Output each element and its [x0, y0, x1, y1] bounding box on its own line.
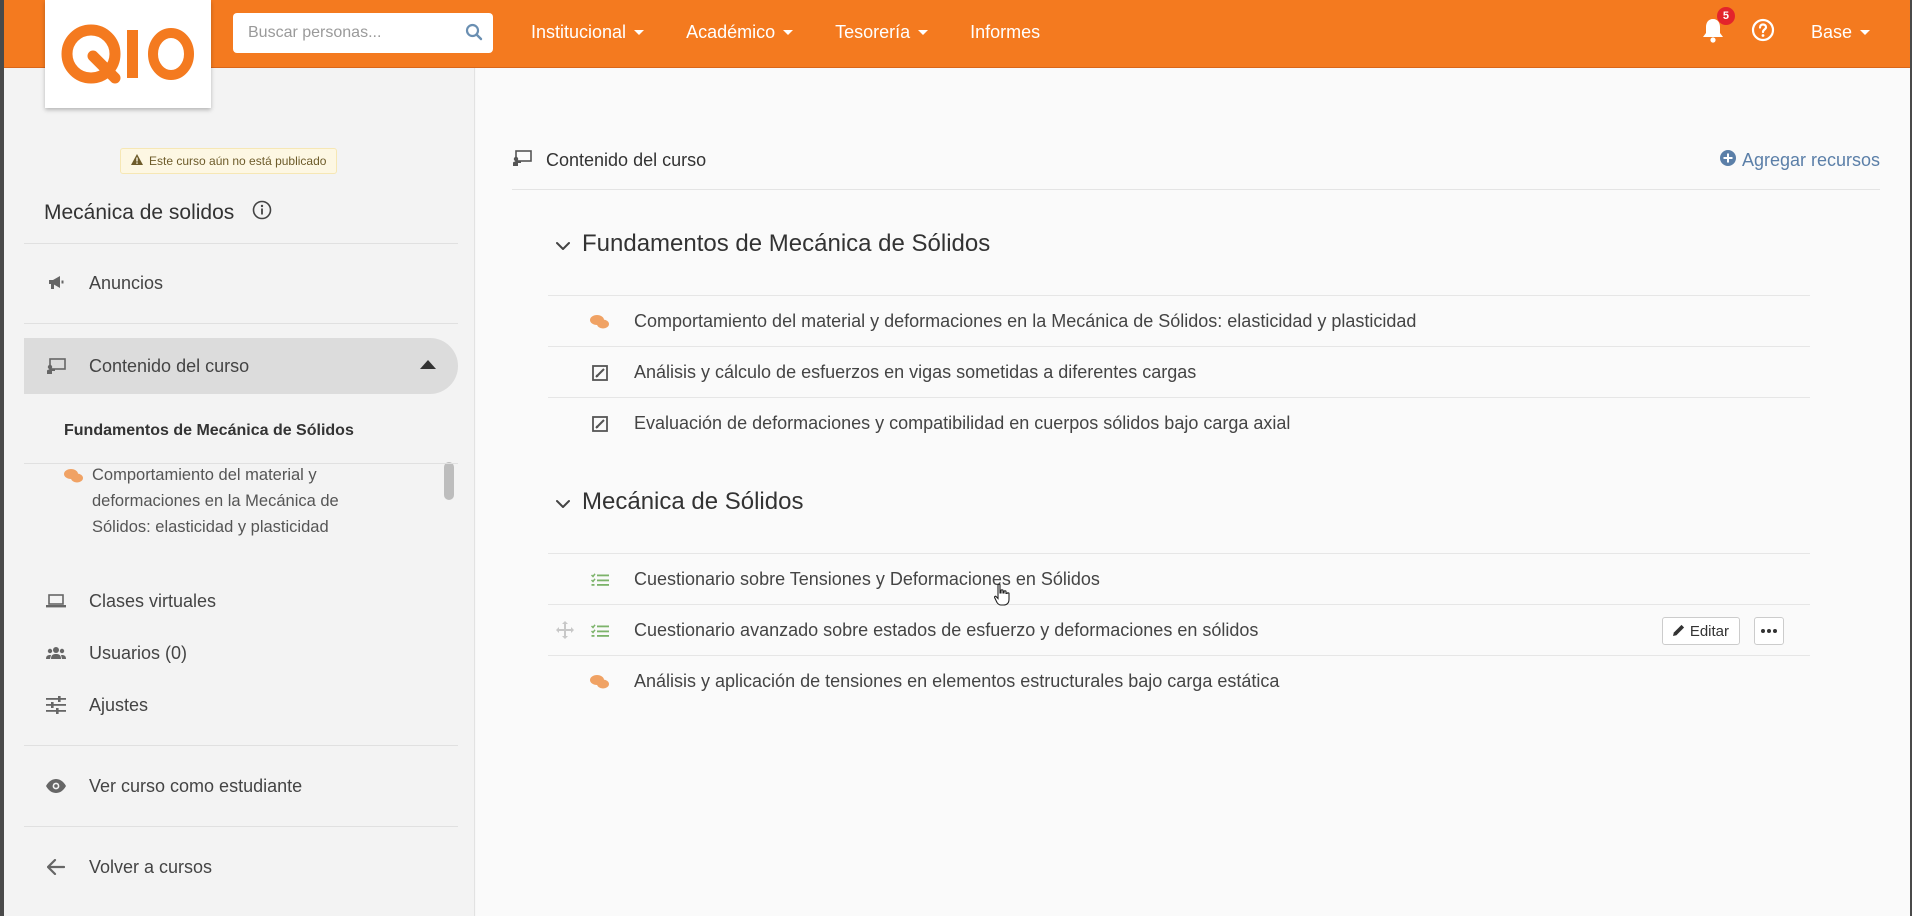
course-title — [44, 200, 272, 226]
list-item[interactable] — [548, 397, 1810, 449]
header-actions — [1701, 0, 1870, 64]
list-item-label: Análisis y aplicación de tensiones en elementos estructurales bajo carga estática — [634, 671, 1280, 691]
nav-label: Académico — [686, 21, 776, 42]
assignment-icon — [590, 414, 610, 434]
list-item[interactable] — [548, 346, 1810, 398]
nav-label: Tesorería — [835, 21, 911, 42]
sidebar-item-volver[interactable] — [24, 841, 458, 893]
divider — [24, 323, 458, 324]
chevron-down-icon[interactable] — [556, 230, 570, 258]
unpublished-notice — [120, 148, 337, 174]
unpublished-notice-text: Este curso aún no está publicado — [149, 154, 327, 168]
caret-down-icon — [918, 30, 928, 35]
nav-label: Institucional — [531, 21, 627, 42]
list-item[interactable] — [548, 553, 1810, 605]
user-menu[interactable] — [1811, 22, 1870, 43]
list-item-label: Evaluación de deformaciones y compatibilidad en cuerpos sólidos bajo carga axial — [634, 413, 1291, 433]
quiz-list-icon — [590, 570, 610, 590]
notification-count-badge: 5 — [1717, 7, 1735, 25]
arrow-left-icon — [44, 859, 68, 875]
section-title: Mecánica de Sólidos — [582, 488, 804, 515]
content-header-title: Contenido del curso — [546, 150, 707, 170]
content-tree-section[interactable]: Fundamentos de Mecánica de Sólidos — [64, 422, 354, 439]
caret-down-icon — [1860, 30, 1870, 35]
sidebar-item-ver-como-estudiante[interactable] — [24, 760, 458, 812]
user-menu-label: Base — [1810, 21, 1852, 42]
search-input[interactable] — [233, 14, 448, 52]
more-options-button[interactable] — [1754, 617, 1784, 645]
list-item[interactable] — [548, 655, 1810, 707]
forum-icon — [64, 462, 84, 540]
caret-down-icon — [783, 30, 793, 35]
chalkboard-icon — [512, 150, 532, 171]
nav-label: Informes — [970, 21, 1041, 42]
sliders-icon — [44, 696, 68, 714]
laptop-icon — [44, 593, 68, 609]
edit-button-label: Editar — [1689, 622, 1729, 640]
search-icon[interactable] — [465, 23, 483, 46]
sidebar-item-label: Usuarios (0) — [89, 642, 188, 663]
sidebar-item-label: Contenido del curso — [89, 355, 250, 376]
forum-icon — [590, 312, 610, 332]
sidebar-item-label: Ajustes — [89, 694, 149, 715]
eye-icon — [44, 779, 68, 793]
notifications-button[interactable] — [1701, 9, 1730, 48]
section-title: Fundamentos de Mecánica de Sólidos — [582, 230, 991, 257]
plus-circle-icon — [1720, 150, 1736, 171]
collapse-arrow-icon[interactable] — [420, 360, 436, 369]
caret-down-icon — [634, 30, 644, 35]
q10-logo-graphic — [53, 14, 203, 94]
mouse-pointer-icon — [994, 584, 1010, 611]
list-item-label: Comportamiento del material y deformaciones en la Mecánica de Sólidos: elasticidad y plasticidad — [634, 311, 1417, 331]
list-item[interactable] — [548, 295, 1810, 347]
course-content-panel — [476, 68, 1910, 916]
sidebar-item-contenido[interactable] — [24, 338, 458, 394]
warning-icon — [131, 154, 143, 168]
list-item[interactable] — [548, 604, 1810, 656]
nav-academico[interactable] — [686, 22, 793, 43]
sidebar-item-ajustes[interactable] — [24, 681, 458, 729]
list-item-label: Cuestionario avanzado sobre estados de esfuerzo y deformaciones en sólidos — [634, 620, 1259, 640]
top-navbar — [4, 0, 1910, 68]
course-sidebar — [4, 68, 475, 916]
divider — [24, 243, 458, 244]
pencil-icon — [1673, 623, 1685, 640]
section-header[interactable] — [556, 230, 990, 258]
sidebar-item-label: Clases virtuales — [89, 590, 217, 611]
chalkboard-icon — [44, 358, 68, 374]
forum-icon — [590, 672, 610, 692]
sidebar-item-label: Ver curso como estudiante — [89, 775, 303, 796]
course-title-text: Mecánica de solidos — [44, 201, 235, 224]
chevron-down-icon[interactable] — [556, 488, 570, 516]
nav-institucional[interactable] — [531, 22, 644, 43]
edit-button[interactable] — [1662, 617, 1740, 645]
content-tree-lesson[interactable] — [64, 462, 394, 540]
sidebar-item-label: Volver a cursos — [89, 856, 213, 877]
megaphone-icon — [44, 275, 68, 291]
ellipsis-icon — [1761, 629, 1777, 633]
section-header[interactable] — [556, 488, 803, 516]
assignment-icon — [590, 363, 610, 383]
content-header — [512, 150, 1880, 190]
content-tree — [64, 422, 444, 536]
sidebar-item-anuncios[interactable] — [24, 257, 458, 309]
divider — [24, 463, 458, 464]
add-resources-label: Agregar recursos — [1741, 150, 1880, 170]
app-window — [4, 0, 1910, 916]
list-item-label: Cuestionario sobre Tensiones y Deformaciones en Sólidos — [634, 569, 1100, 589]
users-icon — [44, 646, 68, 660]
quiz-list-icon — [590, 621, 610, 641]
sidebar-scrollbar[interactable] — [444, 462, 454, 500]
sidebar-item-label: Anuncios — [89, 272, 164, 293]
q10-logo[interactable] — [45, 0, 211, 108]
main-nav — [531, 0, 1082, 64]
sidebar-item-clases-virtuales[interactable] — [24, 577, 458, 625]
nav-informes[interactable] — [970, 22, 1040, 43]
add-resources-button[interactable] — [1720, 150, 1880, 171]
search-box — [233, 13, 493, 53]
info-icon[interactable] — [252, 200, 272, 226]
sidebar-item-usuarios[interactable] — [24, 629, 458, 677]
divider — [24, 826, 458, 827]
list-item-label: Análisis y cálculo de esfuerzos en vigas sometidas a diferentes cargas — [634, 362, 1197, 382]
divider — [24, 745, 458, 746]
nav-tesoreria[interactable] — [835, 22, 928, 43]
drag-handle-icon[interactable] — [556, 621, 574, 644]
help-icon[interactable] — [1751, 18, 1775, 47]
content-tree-lesson-label: Comportamiento del material y deformaciones en la Mecánica de Sólidos: elasticidad y plasticidad — [92, 466, 339, 536]
